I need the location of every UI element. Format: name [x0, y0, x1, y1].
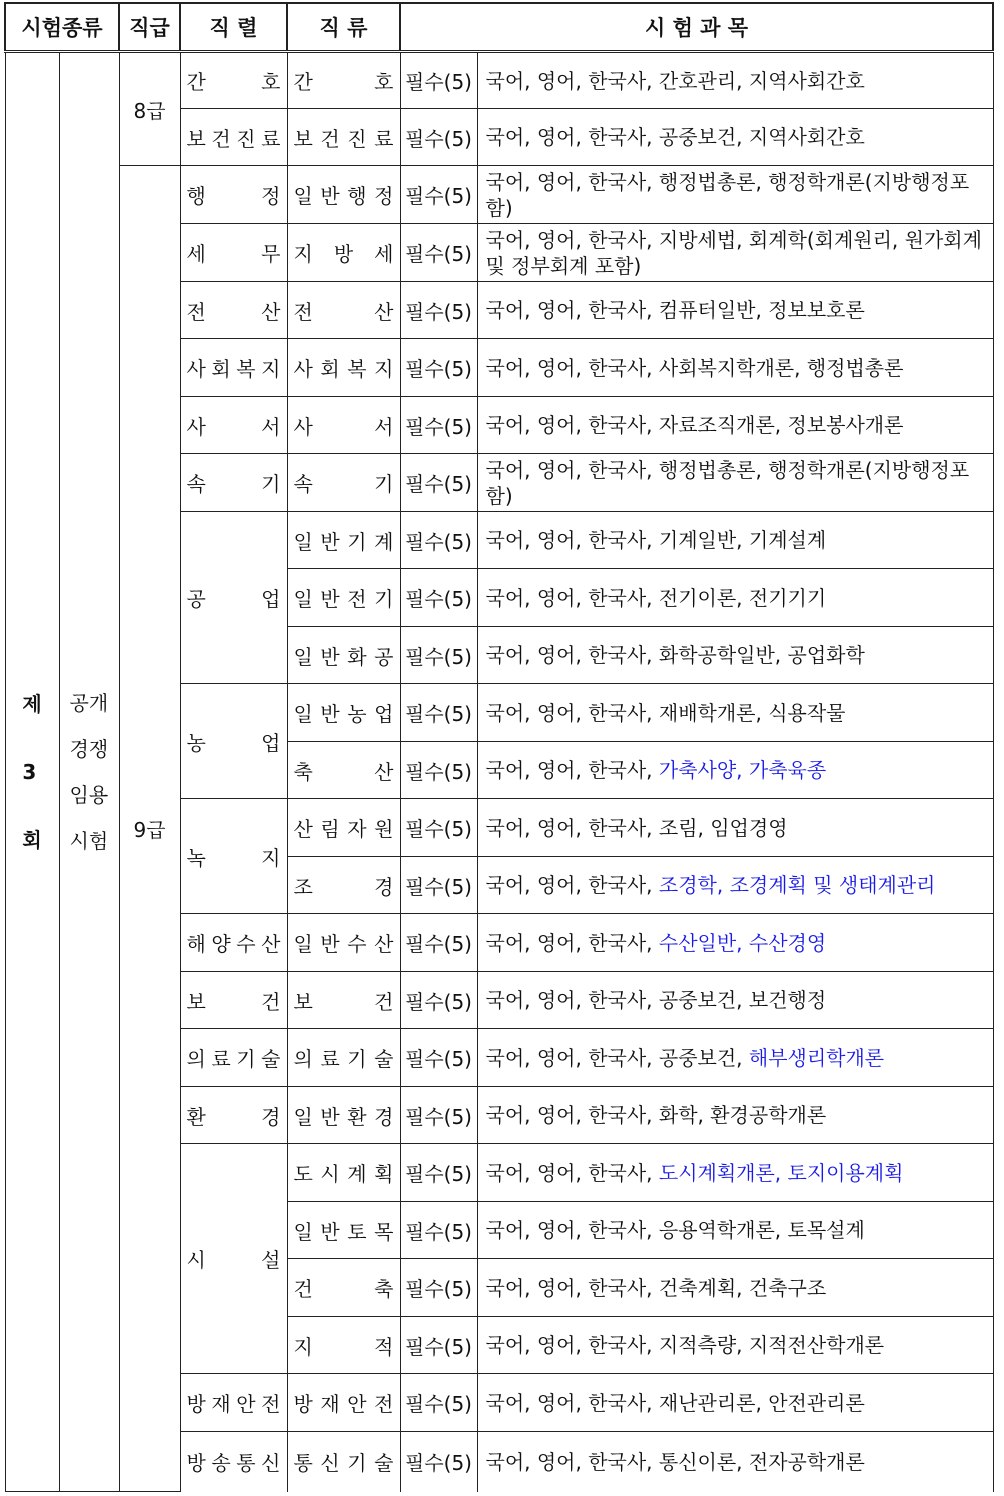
series-cell: 보 건: [180, 972, 287, 1029]
series-cell: 간 호: [180, 52, 287, 109]
required-cell: 필수(5): [400, 454, 477, 512]
subjects-cell: 국어, 영어, 한국사, 행정법총론, 행정학개론(지방행정포함): [477, 454, 993, 512]
subjects-cell: 국어, 영어, 한국사, 도시계획개론, 토지이용계획: [477, 1144, 993, 1202]
class-cell: 보 건: [287, 972, 400, 1029]
series-cell: 행 정: [180, 166, 287, 224]
class-cell: 건 축: [287, 1259, 400, 1317]
grade-9-cell: 9급: [119, 166, 180, 1492]
required-cell: 필수(5): [400, 799, 477, 857]
required-cell: 필수(5): [400, 52, 477, 109]
subjects-cell: 국어, 영어, 한국사, 통신이론, 전자공학개론: [477, 1432, 993, 1492]
class-cell: 일 반 기 계: [287, 512, 400, 569]
series-cell: 사 서: [180, 397, 287, 454]
exam-type-cell: 공개 경쟁 임용 시험: [59, 52, 119, 1492]
grade-8-cell: 8급: [119, 52, 180, 166]
subjects-cell: 국어, 영어, 한국사, 지방세법, 회계학(회계원리, 원가회계 및 정부회계 포함): [477, 224, 993, 282]
subjects-cell: 국어, 영어, 한국사, 공중보건, 지역사회간호: [477, 109, 993, 166]
header-row: [5, 3, 993, 52]
required-cell: 필수(5): [400, 166, 477, 224]
class-cell: 일 반 토 목: [287, 1202, 400, 1259]
table-row: [5, 52, 993, 109]
required-cell: 필수(5): [400, 914, 477, 972]
subjects-cell: 국어, 영어, 한국사, 사회복지학개론, 행정법총론: [477, 339, 993, 397]
subjects-cell: 국어, 영어, 한국사, 재배학개론, 식용작물: [477, 684, 993, 742]
class-cell: 일 반 수 산: [287, 914, 400, 972]
series-cell: 녹 지: [180, 799, 287, 914]
required-cell: 필수(5): [400, 627, 477, 684]
required-cell: 필수(5): [400, 1087, 477, 1144]
series-cell: 해 양 수 산: [180, 914, 287, 972]
subjects-cell: 국어, 영어, 한국사, 기계일반, 기계설계: [477, 512, 993, 569]
subjects-cell: 국어, 영어, 한국사, 재난관리론, 안전관리론: [477, 1374, 993, 1432]
class-cell: 의 료 기 술: [287, 1029, 400, 1087]
subjects-cell: 국어, 영어, 한국사, 화학공학일반, 공업화학: [477, 627, 993, 684]
class-cell: 속 기: [287, 454, 400, 512]
subjects-cell: 국어, 영어, 한국사, 조경학, 조경계획 및 생태계관리: [477, 857, 993, 914]
subjects-cell: 국어, 영어, 한국사, 수산일반, 수산경영: [477, 914, 993, 972]
class-cell: 축 산: [287, 742, 400, 799]
table-row: [5, 166, 993, 224]
subjects-cell: 국어, 영어, 한국사, 공중보건, 해부생리학개론: [477, 1029, 993, 1087]
required-cell: 필수(5): [400, 1317, 477, 1374]
series-cell: 사 회 복 지: [180, 339, 287, 397]
required-cell: 필수(5): [400, 224, 477, 282]
required-cell: 필수(5): [400, 857, 477, 914]
series-cell: 보 건 진 료: [180, 109, 287, 166]
class-cell: 사 서: [287, 397, 400, 454]
class-cell: 일 반 농 업: [287, 684, 400, 742]
header-exam-type: 시험종류: [5, 3, 119, 52]
series-cell: 방 송 통 신: [180, 1432, 287, 1492]
required-cell: 필수(5): [400, 282, 477, 339]
series-cell: 환 경: [180, 1087, 287, 1144]
session-cell: 제 3 회: [5, 52, 59, 1492]
series-cell: 의 료 기 술: [180, 1029, 287, 1087]
series-cell: 시 설: [180, 1144, 287, 1374]
class-cell: 일 반 화 공: [287, 627, 400, 684]
required-cell: 필수(5): [400, 1202, 477, 1259]
class-cell: 지 방 세: [287, 224, 400, 282]
required-cell: 필수(5): [400, 1029, 477, 1087]
series-cell: 속 기: [180, 454, 287, 512]
exam-subjects-table: [4, 2, 994, 1492]
required-cell: 필수(5): [400, 109, 477, 166]
series-cell: 공 업: [180, 512, 287, 684]
class-cell: 간 호: [287, 52, 400, 109]
class-cell: 산 림 자 원: [287, 799, 400, 857]
subjects-cell: 국어, 영어, 한국사, 가축사양, 가축육종: [477, 742, 993, 799]
subjects-cell: 국어, 영어, 한국사, 조림, 임업경영: [477, 799, 993, 857]
required-cell: 필수(5): [400, 569, 477, 627]
subjects-cell: 국어, 영어, 한국사, 건축계획, 건축구조: [477, 1259, 993, 1317]
subjects-cell: 국어, 영어, 한국사, 컴퓨터일반, 정보보호론: [477, 282, 993, 339]
class-cell: 일 반 행 정: [287, 166, 400, 224]
required-cell: 필수(5): [400, 512, 477, 569]
required-cell: 필수(5): [400, 339, 477, 397]
subjects-cell: 국어, 영어, 한국사, 자료조직개론, 정보봉사개론: [477, 397, 993, 454]
header-grade: 직급: [119, 3, 180, 52]
required-cell: 필수(5): [400, 397, 477, 454]
class-cell: 일 반 전 기: [287, 569, 400, 627]
subjects-cell: 국어, 영어, 한국사, 화학, 환경공학개론: [477, 1087, 993, 1144]
class-cell: 도 시 계 획: [287, 1144, 400, 1202]
series-cell: 방 재 안 전: [180, 1374, 287, 1432]
required-cell: 필수(5): [400, 1432, 477, 1492]
subjects-cell: 국어, 영어, 한국사, 지적측량, 지적전산학개론: [477, 1317, 993, 1374]
header-class: 직 류: [287, 3, 400, 52]
required-cell: 필수(5): [400, 684, 477, 742]
class-cell: 통 신 기 술: [287, 1432, 400, 1492]
class-cell: 보 건 진 료: [287, 109, 400, 166]
required-cell: 필수(5): [400, 1144, 477, 1202]
header-series: 직 렬: [180, 3, 287, 52]
required-cell: 필수(5): [400, 1259, 477, 1317]
required-cell: 필수(5): [400, 972, 477, 1029]
class-cell: 방 재 안 전: [287, 1374, 400, 1432]
series-cell: 세 무: [180, 224, 287, 282]
header-subjects: 시 험 과 목: [400, 3, 993, 52]
class-cell: 일 반 환 경: [287, 1087, 400, 1144]
subjects-cell: 국어, 영어, 한국사, 공중보건, 보건행정: [477, 972, 993, 1029]
required-cell: 필수(5): [400, 1374, 477, 1432]
class-cell: 사 회 복 지: [287, 339, 400, 397]
subjects-cell: 국어, 영어, 한국사, 행정법총론, 행정학개론(지방행정포함): [477, 166, 993, 224]
subjects-cell: 국어, 영어, 한국사, 응용역학개론, 토목설계: [477, 1202, 993, 1259]
series-cell: 농 업: [180, 684, 287, 799]
subjects-cell: 국어, 영어, 한국사, 간호관리, 지역사회간호: [477, 52, 993, 109]
class-cell: 전 산: [287, 282, 400, 339]
subjects-cell: 국어, 영어, 한국사, 전기이론, 전기기기: [477, 569, 993, 627]
series-cell: 전 산: [180, 282, 287, 339]
class-cell: 지 적: [287, 1317, 400, 1374]
class-cell: 조 경: [287, 857, 400, 914]
required-cell: 필수(5): [400, 742, 477, 799]
